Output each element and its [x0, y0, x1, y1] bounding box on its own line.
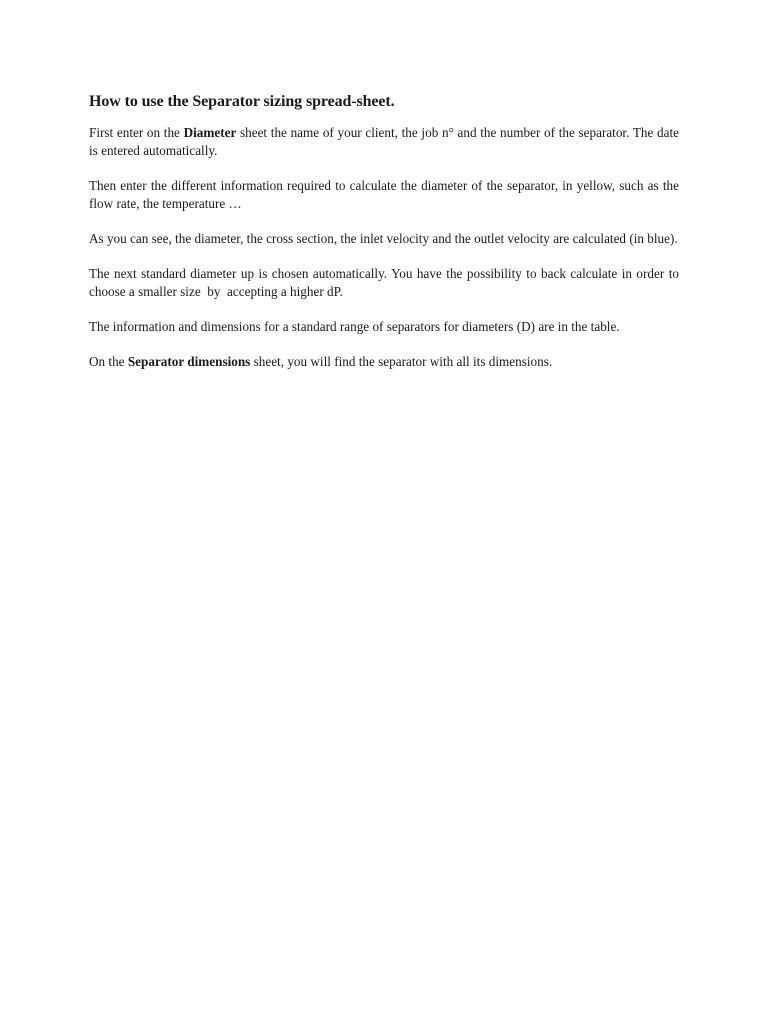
- paragraph-text: sheet the name of your client, the job n° and the number of the separator. The date is entered automatically.: [89, 125, 679, 158]
- paragraph-separator-dimensions-sheet: [89, 353, 679, 371]
- paragraph-text: First enter on the: [89, 125, 184, 140]
- paragraph-text: On the: [89, 354, 128, 369]
- paragraph-calculated-values: As you can see, the diameter, the cross section, the inlet velocity and the outlet velocity are calculated (in blue).: [89, 231, 678, 246]
- bold-sheet-name-diameter: Diameter: [183, 125, 237, 140]
- paragraph-standard-diameter: The next standard diameter up is chosen automatically. You have the possibility to back calculate in order to choose a smaller size by accepting a higher dP.: [89, 266, 683, 299]
- paragraph-diameter-sheet: [89, 124, 679, 160]
- paragraph-enter-information: Then enter the different information required to calculate the diameter of the separator, in yellow, such as the flow rate, the temperature …: [89, 178, 679, 211]
- bold-sheet-name-separator-dimensions: Separator dimensions: [127, 354, 251, 369]
- paragraph-text: sheet, you will find the separator with all its dimensions.: [250, 354, 553, 369]
- document-title: How to use the Separator sizing spread-sheet.: [89, 93, 395, 110]
- document-page: [89, 92, 683, 388]
- paragraph-standard-range-table: The information and dimensions for a standard range of separators for diameters (D) are in the table.: [89, 319, 620, 334]
